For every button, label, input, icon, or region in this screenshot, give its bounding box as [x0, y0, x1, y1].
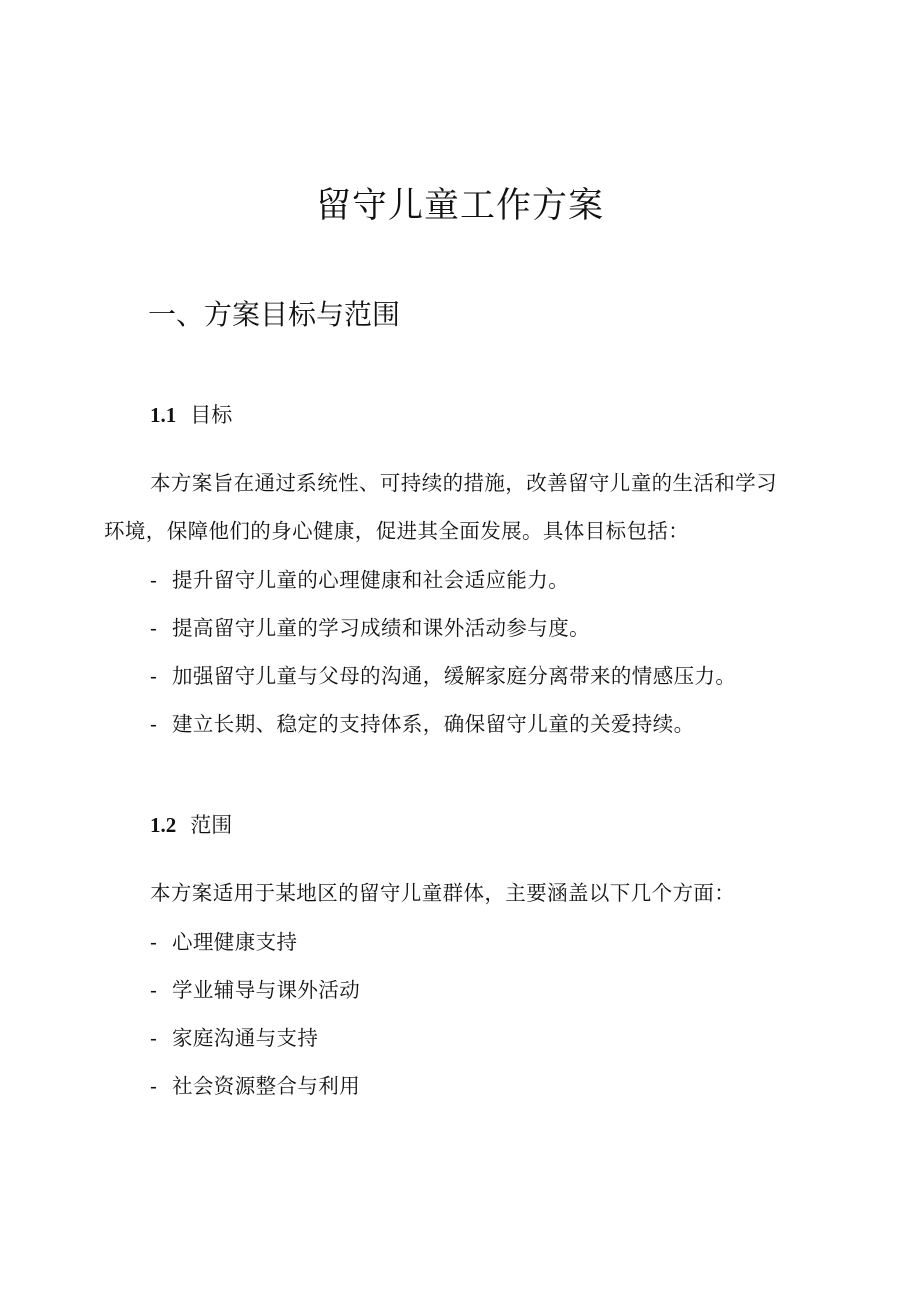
list-item — [150, 659, 736, 689]
list-item-text: 加强留守儿童与父母的沟通，缓解家庭分离带来的情感压力。 — [172, 664, 737, 688]
subsection-title: 范围 — [190, 813, 233, 837]
list-item-text: 提高留守儿童的学习成绩和课外活动参与度。 — [172, 616, 590, 640]
bullet-marker: - — [150, 1074, 158, 1098]
list-item — [150, 1069, 360, 1099]
bullet-marker: - — [150, 930, 158, 954]
list-item — [150, 1021, 318, 1051]
paragraph-line: 环境，保障他们的身心健康，促进其全面发展。具体目标包括： — [104, 519, 690, 543]
list-item-text: 社会资源整合与利用 — [172, 1074, 361, 1098]
list-item — [150, 925, 297, 955]
bullet-marker: - — [150, 978, 158, 1002]
list-item-text: 心理健康支持 — [172, 930, 298, 954]
section-heading: 一、方案目标与范围 — [148, 298, 401, 331]
bullet-marker: - — [150, 712, 158, 736]
bullet-marker: - — [150, 568, 158, 592]
subsection-number: 1.2 — [150, 813, 177, 837]
bullet-marker: - — [150, 664, 158, 688]
paragraph-line: 本方案适用于某地区的留守儿童群体，主要涵盖以下几个方面： — [150, 881, 736, 905]
list-item — [150, 973, 360, 1003]
list-item-text: 家庭沟通与支持 — [172, 1026, 319, 1050]
subsection-title: 目标 — [190, 403, 233, 427]
list-item-text: 建立长期、稳定的支持体系，确保留守儿童的关爱持续。 — [172, 712, 695, 736]
document-title: 留守儿童工作方案 — [315, 186, 604, 226]
list-item-text: 提升留守儿童的心理健康和社会适应能力。 — [172, 568, 570, 592]
bullet-marker: - — [150, 616, 158, 640]
subsection-number: 1.1 — [150, 403, 177, 427]
list-item — [150, 563, 569, 593]
bullet-marker: - — [150, 1026, 158, 1050]
subsection-heading-goal — [150, 399, 232, 429]
paragraph-line: 本方案旨在通过系统性、可持续的措施，改善留守儿童的生活和学习 — [150, 471, 777, 495]
list-item-text: 学业辅导与课外活动 — [172, 978, 361, 1002]
list-item — [150, 707, 695, 737]
list-item — [150, 611, 590, 641]
subsection-heading-scope — [150, 809, 232, 839]
